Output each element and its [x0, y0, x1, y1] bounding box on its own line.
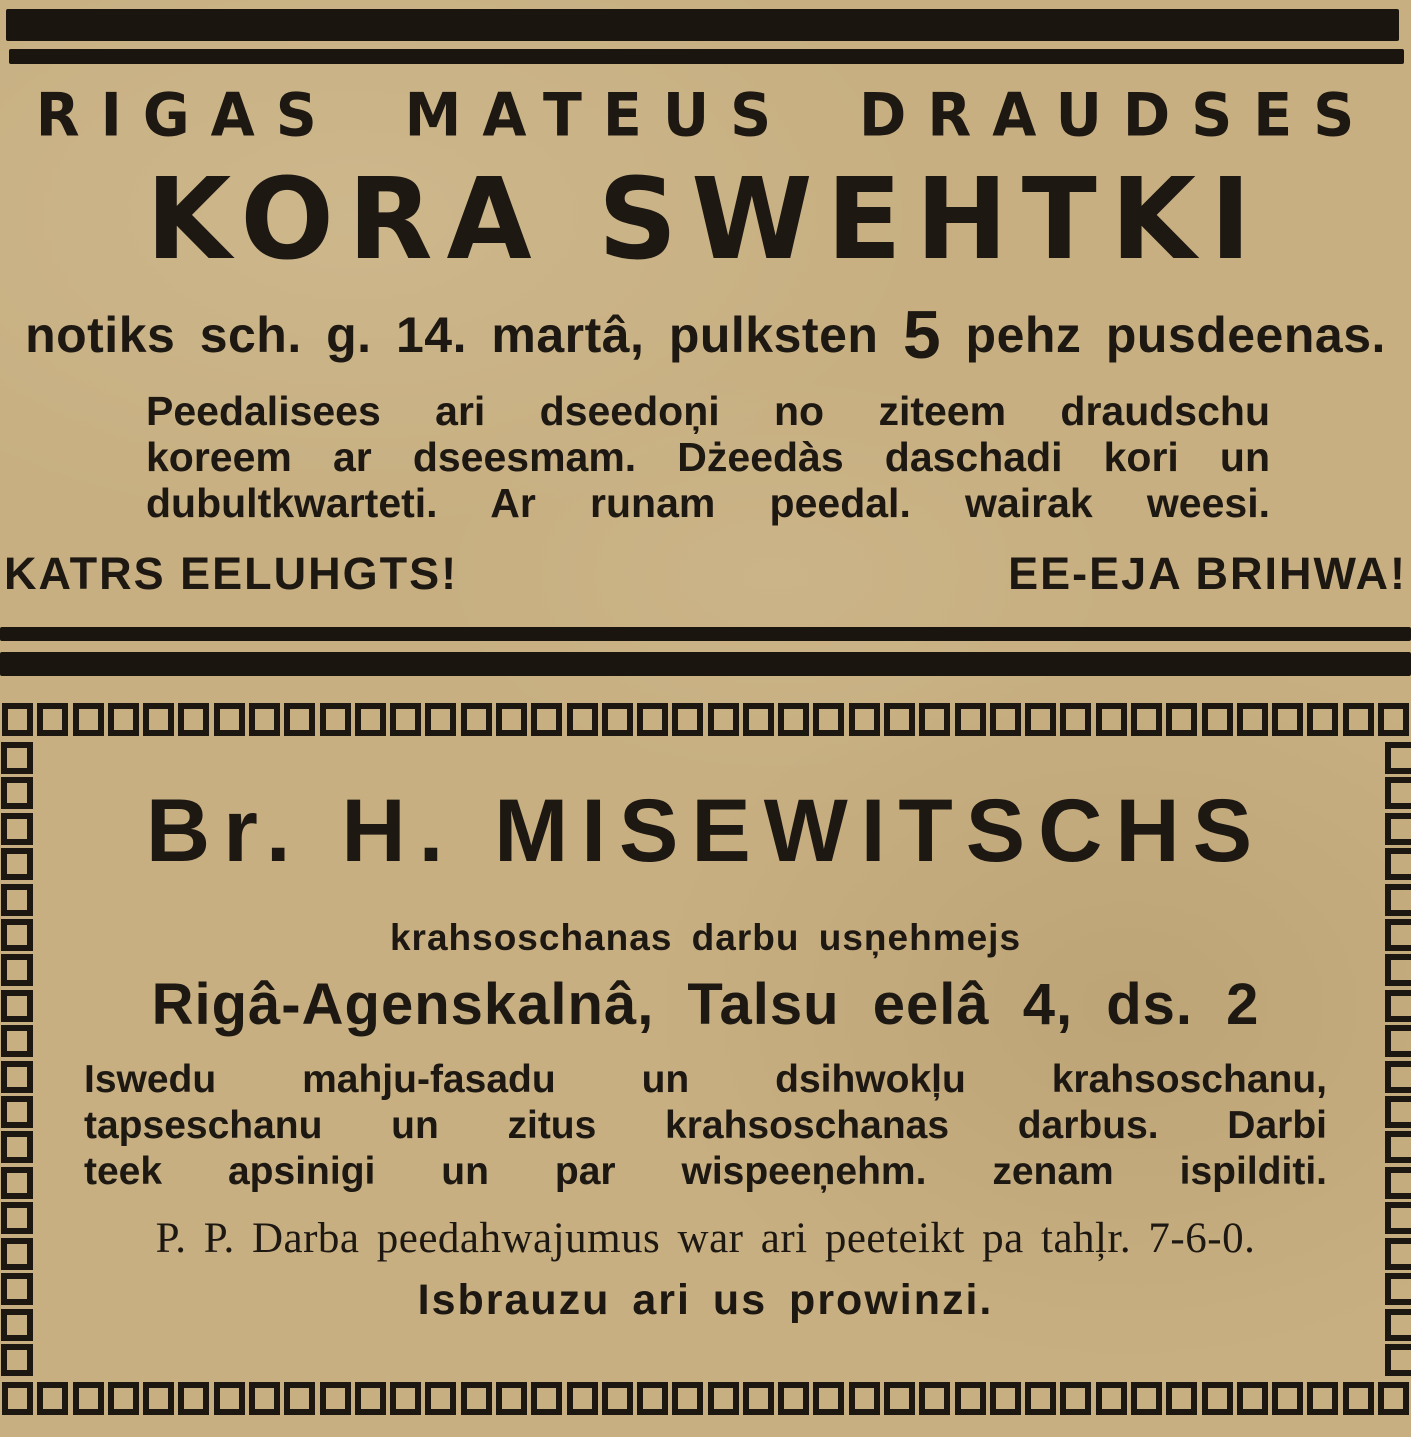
border-square	[1385, 742, 1411, 774]
border-square	[73, 703, 104, 736]
border-square	[2, 1382, 33, 1415]
border-square	[849, 703, 880, 736]
border-square	[1, 1238, 33, 1270]
border-square	[1, 884, 33, 916]
border-square	[1060, 703, 1091, 736]
border-square	[37, 1382, 68, 1415]
border-square	[1, 990, 33, 1022]
border-square	[1096, 703, 1127, 736]
border-square	[849, 1382, 880, 1415]
painter-ad-content	[46, 740, 1365, 1378]
border-square	[884, 703, 915, 736]
border-square	[1131, 703, 1162, 736]
painter-body-line: tapseschanu un zitus krahsoschanas darbus. Darbi	[84, 1103, 1327, 1147]
border-square	[1385, 1309, 1411, 1341]
border-square	[955, 1382, 986, 1415]
border-square	[1307, 1382, 1338, 1415]
border-square	[1385, 1096, 1411, 1128]
border-square	[531, 1382, 562, 1415]
border-square	[1, 954, 33, 986]
border-square	[1, 1309, 33, 1341]
border-square	[1202, 1382, 1233, 1415]
border-square	[1, 1131, 33, 1163]
border-square	[461, 703, 492, 736]
border-square	[1, 742, 33, 774]
border-square	[1343, 1382, 1374, 1415]
border-square	[178, 703, 209, 736]
border-square	[672, 703, 703, 736]
border-square	[637, 1382, 668, 1415]
border-square	[813, 703, 844, 736]
border-square	[1385, 990, 1411, 1022]
border-square	[461, 1382, 492, 1415]
border-square	[496, 1382, 527, 1415]
border-square	[1385, 1344, 1411, 1376]
border-square	[1385, 777, 1411, 809]
painter-body-line: teek apsinigi un par wispeeņehm. zenam ispilditi.	[84, 1149, 1327, 1193]
border-square	[320, 1382, 351, 1415]
border-square	[1385, 813, 1411, 845]
border-square	[284, 703, 315, 736]
border-square	[1025, 703, 1056, 736]
border-square	[1, 1202, 33, 1234]
square-border-top	[2, 703, 1409, 735]
border-square	[602, 703, 633, 736]
painter-address: Rigâ-Agenskalnâ, Talsu eelâ 4, ds. 2	[151, 972, 1260, 1037]
border-square	[1, 848, 33, 880]
square-border-bottom	[2, 1382, 1409, 1414]
divider-rule-thin	[0, 627, 1411, 641]
border-square	[602, 1382, 633, 1415]
border-square	[108, 1382, 139, 1415]
border-square	[496, 703, 527, 736]
border-square	[143, 1382, 174, 1415]
concert-invite-row	[4, 548, 1407, 600]
border-square	[743, 703, 774, 736]
border-square	[531, 703, 562, 736]
border-square	[1202, 703, 1233, 736]
concert-body-line: Peedalisees ari dseedoņi no ziteem draudschu	[146, 388, 1270, 434]
date-line-prefix: notiks sch. g. 14. martâ, pulksten	[25, 307, 903, 363]
border-square	[249, 703, 280, 736]
border-square	[778, 703, 809, 736]
border-square	[1385, 1131, 1411, 1163]
border-square	[390, 703, 421, 736]
border-square	[1272, 1382, 1303, 1415]
border-square	[672, 1382, 703, 1415]
painter-ad-box	[0, 700, 1411, 1414]
top-rule-thick	[6, 9, 1399, 41]
border-square	[919, 703, 950, 736]
concert-date-line	[0, 297, 1411, 373]
border-square	[1166, 703, 1197, 736]
border-square	[1385, 1202, 1411, 1234]
border-square	[1, 1025, 33, 1057]
border-square	[37, 703, 68, 736]
border-square	[1060, 1382, 1091, 1415]
border-square	[1385, 1025, 1411, 1057]
border-square	[1378, 703, 1409, 736]
border-square	[2, 703, 33, 736]
border-square	[73, 1382, 104, 1415]
border-square	[919, 1382, 950, 1415]
square-border-left	[1, 742, 33, 1376]
border-square	[214, 703, 245, 736]
invite-right-text: EE-EJA BRIHWA!	[1008, 548, 1407, 599]
border-square	[1, 813, 33, 845]
border-square	[884, 1382, 915, 1415]
border-square	[1237, 1382, 1268, 1415]
border-square	[1385, 1238, 1411, 1270]
border-square	[1025, 1382, 1056, 1415]
border-square	[1385, 1061, 1411, 1093]
date-line-suffix: pehz pusdeenas.	[941, 307, 1386, 363]
border-square	[1378, 1382, 1409, 1415]
border-square	[1131, 1382, 1162, 1415]
concert-body-line: dubultkwarteti. Ar runam peedal. wairak weesi.	[146, 480, 1270, 526]
concert-body-paragraph	[146, 388, 1270, 526]
border-square	[1385, 919, 1411, 951]
border-square	[1, 1061, 33, 1093]
border-square	[1343, 703, 1374, 736]
border-square	[1385, 954, 1411, 986]
border-square	[813, 1382, 844, 1415]
painter-body-line: Iswedu mahju-fasadu un dsihwokļu krahsoschanu,	[84, 1057, 1327, 1101]
square-border-right	[1385, 742, 1411, 1376]
border-square	[425, 1382, 456, 1415]
divider-rule-thick	[0, 652, 1411, 676]
border-square	[355, 1382, 386, 1415]
painter-name: Br. H. MISEWITSCHS	[145, 780, 1266, 880]
border-square	[1, 1273, 33, 1305]
border-square	[1385, 884, 1411, 916]
border-square	[108, 703, 139, 736]
border-square	[1, 1344, 33, 1376]
border-square	[1, 1167, 33, 1199]
border-square	[990, 703, 1021, 736]
border-square	[990, 1382, 1021, 1415]
date-line-hour: 5	[902, 297, 942, 373]
painter-subtitle: krahsoschanas darbu usņehmejs	[389, 917, 1022, 958]
border-square	[320, 703, 351, 736]
border-square	[778, 1382, 809, 1415]
border-square	[708, 703, 739, 736]
border-square	[1, 1096, 33, 1128]
border-square	[567, 1382, 598, 1415]
border-square	[284, 1382, 315, 1415]
border-square	[1385, 1167, 1411, 1199]
border-square	[1096, 1382, 1127, 1415]
concert-ad-title: KORA SWEHTKI	[146, 153, 1265, 285]
border-square	[1166, 1382, 1197, 1415]
border-square	[567, 703, 598, 736]
concert-ad-header: RIGAS MATEUS DRAUDSES	[35, 81, 1376, 151]
border-square	[214, 1382, 245, 1415]
border-square	[1, 919, 33, 951]
invite-left-text: KATRS EELUHGTS!	[4, 548, 459, 599]
border-square	[1307, 703, 1338, 736]
border-square	[178, 1382, 209, 1415]
border-square	[1272, 703, 1303, 736]
border-square	[1385, 848, 1411, 880]
border-square	[708, 1382, 739, 1415]
border-square	[355, 703, 386, 736]
border-square	[390, 1382, 421, 1415]
border-square	[637, 703, 668, 736]
border-square	[1385, 1273, 1411, 1305]
border-square	[425, 703, 456, 736]
top-rule-thin	[9, 49, 1404, 64]
painter-body-paragraph	[84, 1057, 1327, 1195]
border-square	[743, 1382, 774, 1415]
border-square	[955, 703, 986, 736]
painter-closing-line: Isbrauzu ari us prowinzi.	[417, 1276, 994, 1325]
border-square	[1, 777, 33, 809]
border-square	[249, 1382, 280, 1415]
border-square	[143, 703, 174, 736]
border-square	[1237, 703, 1268, 736]
concert-body-line: koreem ar dseesmam. Dżeedàs daschadi kori un	[146, 434, 1270, 480]
painter-note-line: P. P. Darba peedahwajumus war ari peeteikt pa tahļr. 7-6-0.	[155, 1214, 1256, 1262]
